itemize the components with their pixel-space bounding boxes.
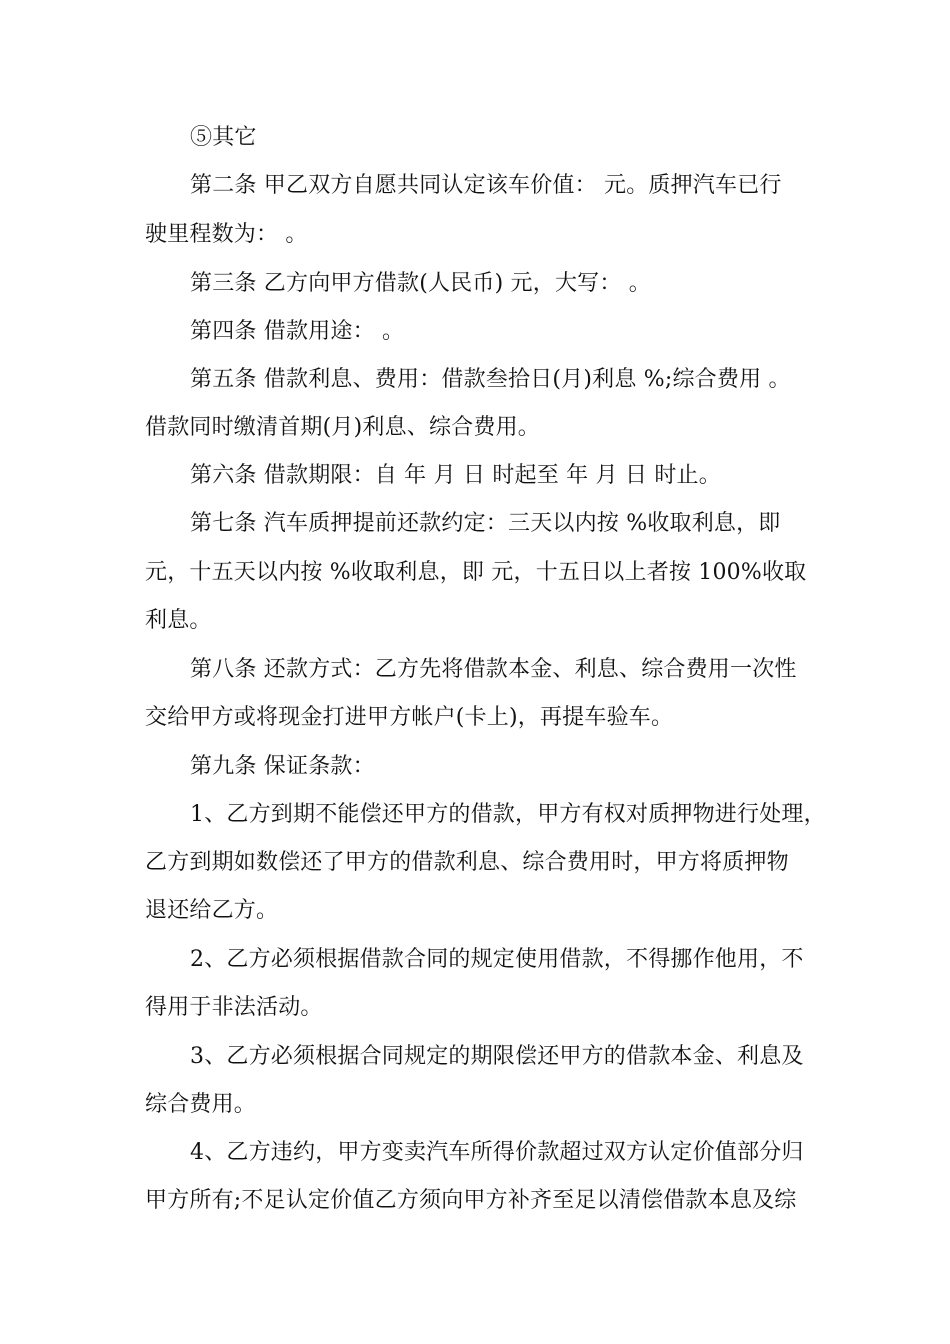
guarantee-3-line-2: 综合费用。 (145, 1092, 257, 1117)
clause-7-line-1: 第七条 汽车质押提前还款约定：三天以内按 %收取利息，即 (190, 511, 781, 536)
guarantee-1-line-3: 退还给乙方。 (145, 898, 279, 923)
guarantee-3-line-1: 3、乙方必须根据合同规定的期限偿还甲方的借款本金、利息及 (190, 1044, 804, 1069)
clause-2-line-1: 第二条 甲乙双方自愿共同认定该车价值： 元。质押汽车已行 (190, 173, 782, 198)
clause-4-line: 第四条 借款用途： 。 (190, 319, 405, 344)
clause-5-line-1: 第五条 借款利息、费用：借款叁拾日(月)利息 %;综合费用 。 (190, 367, 791, 392)
guarantee-2-line-2: 得用于非法活动。 (145, 995, 323, 1020)
clause-5-line-2: 借款同时缴清首期(月)利息、综合费用。 (145, 415, 540, 440)
clause-2-line-2: 驶里程数为： 。 (145, 222, 308, 247)
clause-8-line-2: 交给甲方或将现金打进甲方帐户(卡上)，再提车验车。 (145, 705, 674, 730)
guarantee-1-line-1: 1、乙方到期不能偿还甲方的借款，甲方有权对质押物进行处理， (190, 802, 826, 827)
clause-3-line: 第三条 乙方向甲方借款(人民币) 元，大写： 。 (190, 271, 651, 296)
clause-8-line-1: 第八条 还款方式：乙方先将借款本金、利息、综合费用一次性 (190, 657, 797, 682)
clause-9-heading: 第九条 保证条款： (190, 754, 375, 779)
clause-other-line: ⑤其它 (190, 125, 257, 150)
clause-7-line-2: 元，十五天以内按 %收取利息，即 元，十五日以上者按 100%收取 (145, 560, 807, 585)
guarantee-4-line-2: 甲方所有;不足认定价值乙方须向甲方补齐至足以清偿借款本息及综 (145, 1188, 797, 1213)
clause-6-line: 第六条 借款期限：自 年 月 日 时起至 年 月 日 时止。 (190, 463, 721, 488)
guarantee-1-line-2: 乙方到期如数偿还了甲方的借款利息、综合费用时，甲方将质押物 (145, 850, 789, 875)
guarantee-4-line-1: 4、乙方违约，甲方变卖汽车所得价款超过双方认定价值部分归 (190, 1140, 804, 1165)
guarantee-2-line-1: 2、乙方必须根据借款合同的规定使用借款，不得挪作他用，不 (190, 947, 804, 972)
clause-7-line-3: 利息。 (145, 608, 212, 633)
